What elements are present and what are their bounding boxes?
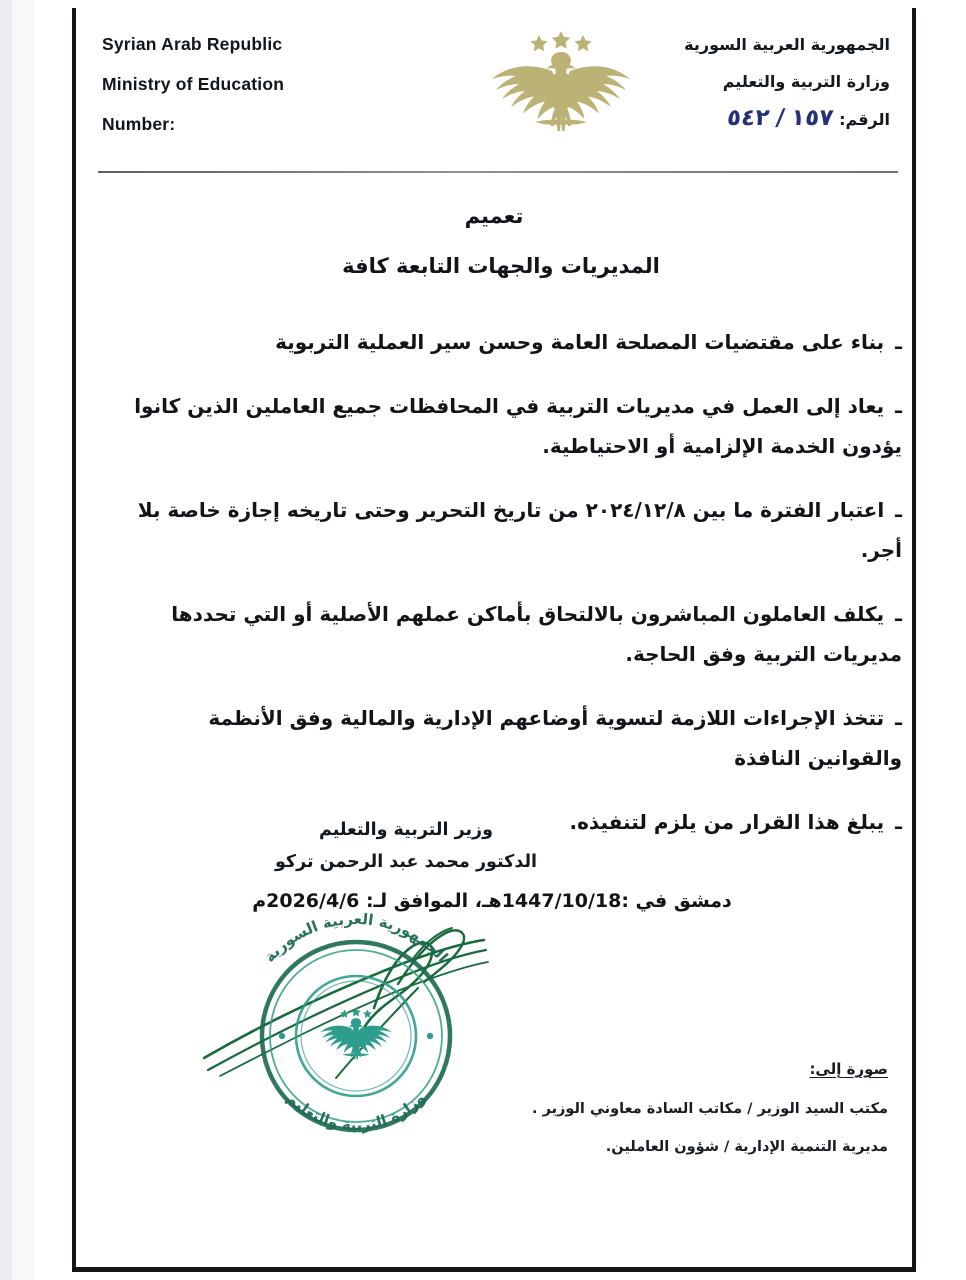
signature-block [196,814,616,878]
arabic-number-label: الرقم: [839,110,890,129]
document-page [72,8,916,1272]
document-number-first: ١٥٧ [789,105,835,131]
letterhead-latin [102,24,284,144]
syrian-eagle-emblem [461,22,661,162]
clause-text: يكلف العاملون المباشرون بالالتحاق بأماكن عملهم الأصلية أو التي تحددها مديريات التربية وفق الحاجة. [171,602,902,666]
copies-item: مكتب السيد الوزير / مكاتب السادة معاوني الوزير . [532,1101,888,1117]
document-body [110,204,902,912]
arabic-country-label: الجمهورية العربية السورية [684,35,890,54]
clause-item [110,322,902,362]
scan-left-edge-strip [0,0,12,1280]
latin-country-label: Syrian Arab Republic [102,34,283,54]
clause-bullet: ـ [895,498,902,522]
seal-dot-left [279,1033,285,1039]
clause-item [110,594,902,674]
document-number-second: ٥٤٢ [726,105,772,131]
seal-top-text: الجمهورية العربية السورية [260,909,452,966]
document-addressee: المديريات والجهات التابعة كافة [342,254,660,278]
latin-ministry-label: Ministry of Education [102,74,285,94]
copies-item: مديرية التنمية الإدارية / شؤون العاملين. [605,1139,888,1155]
seal-dot-right [427,1033,433,1039]
clause-bullet: ـ [895,394,902,418]
issue-date-line: دمشق في :1447/10/18هـ، الموافق لـ: 2026/4/6م [252,890,732,912]
clause-bullet: ـ [895,602,902,626]
document-number-row [684,100,890,139]
clause-bullet: ـ [895,330,902,354]
letterhead-divider-rule [98,171,898,173]
letterhead-arabic [684,26,890,139]
signatory-name: الدكتور محمد عبد الرحمن تركو [274,852,538,872]
letterhead [76,8,912,168]
scan-left-edge-strip-inner [12,0,34,1280]
clause-text: اعتبار الفترة ما بين ٢٠٢٤/١٢/٨ من تاريخ التحرير وحتى تاريخه إجازة خاصة بلا أجر. [137,498,902,562]
document-title: تعميم [464,204,524,228]
clause-bullet: ـ [895,706,902,730]
clause-item [110,698,902,778]
clause-item [110,386,902,466]
clause-bullet: ـ [895,810,902,834]
clause-item [110,490,902,570]
seal-eagle-emblem [320,1007,392,1059]
latin-number-label: Number: [102,114,176,134]
clause-text: بناء على مقتضيات المصلحة العامة وحسن سير العملية التربوية [275,330,885,354]
document-number-separator: / [774,105,787,131]
signatory-title: وزير التربية والتعليم [318,820,493,840]
copies-title: صورة إلى: [809,1060,888,1078]
clause-text: تتخذ الإجراءات اللازمة لتسوية أوضاعهم الإدارية والمالية وفق الأنظمة والقوانين النافذة [208,706,902,770]
clause-text: يعاد إلى العمل في مديريات التربية في المحافظات جميع العاملين الذين كانوا يؤدون الخدمة الإلزامية أو الاحتياطية. [134,394,902,458]
arabic-ministry-label: وزارة التربية والتعليم [722,72,890,91]
seal-bottom-text: وزارة التربية والتعليم [283,1089,429,1135]
copies-block [488,1050,888,1166]
clause-text: يبلغ هذا القرار من يلزم لتنفيذه. [569,810,885,834]
